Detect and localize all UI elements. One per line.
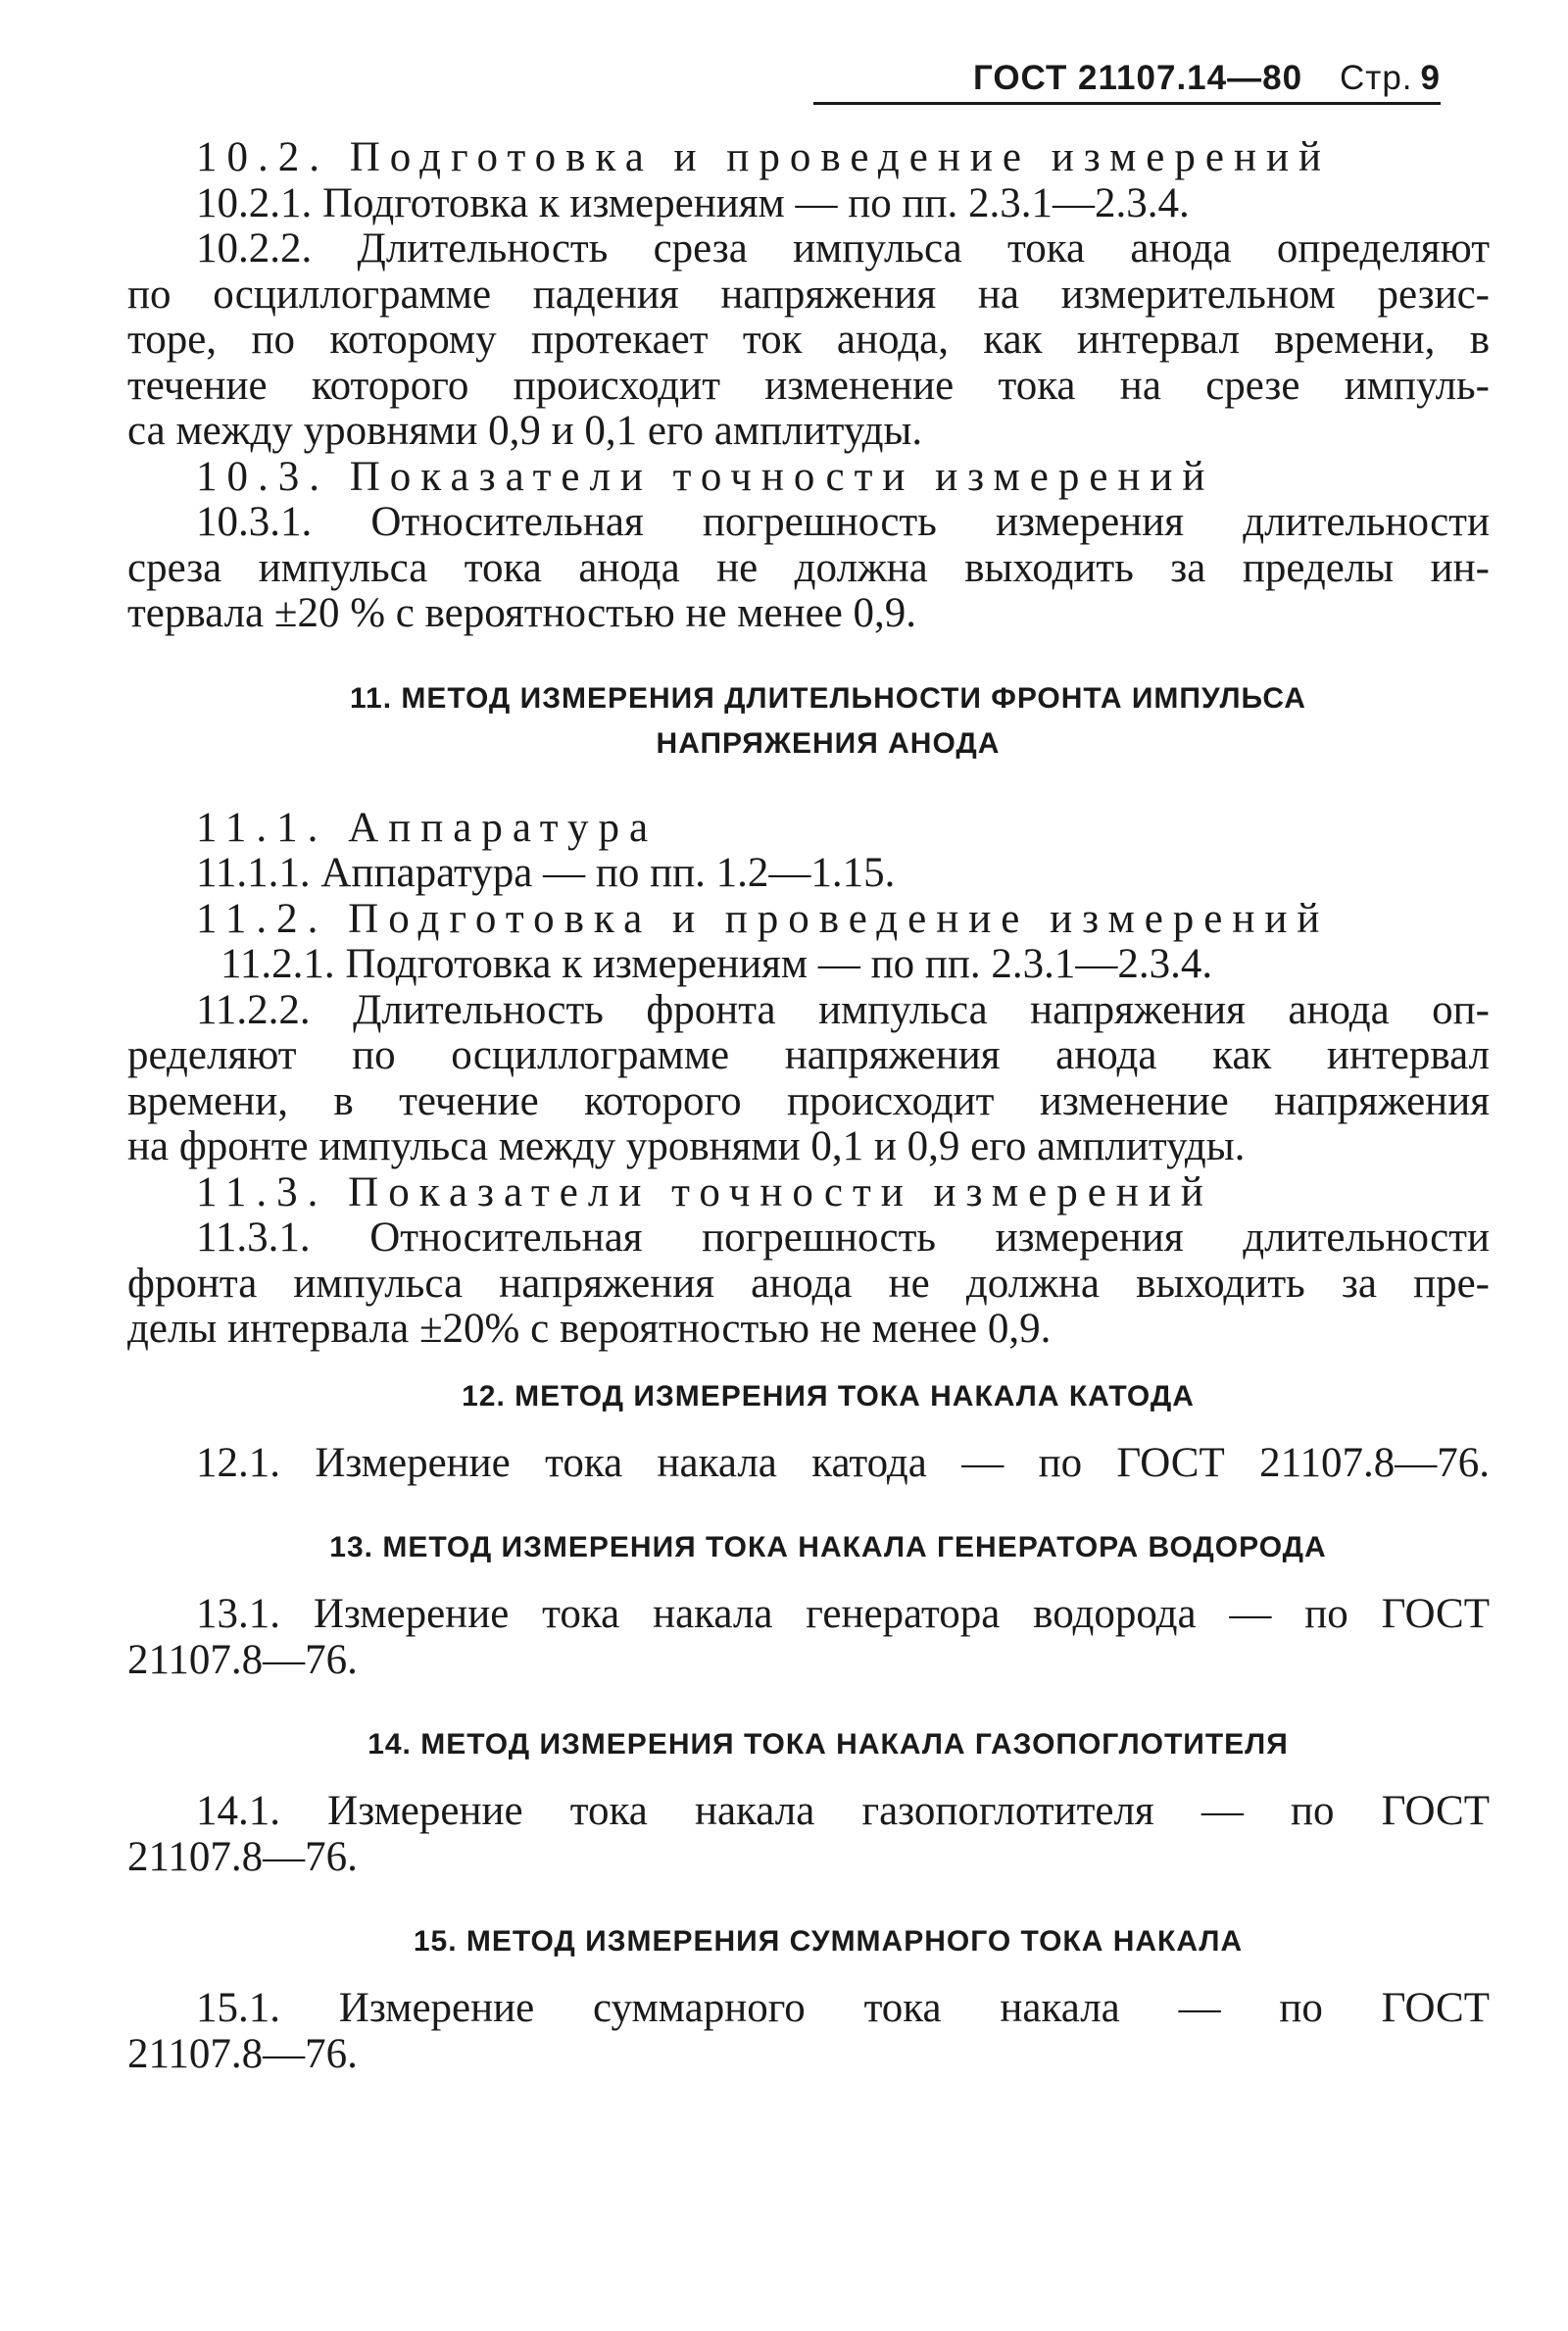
page-number: 9 xyxy=(1420,59,1441,97)
section-heading-15: 15. МЕТОД ИЗМЕРЕНИЯ СУММАРНОГО ТОКА НАКАЛА xyxy=(413,1925,1244,1958)
section-heading-14: 14. МЕТОД ИЗМЕРЕНИЯ ТОКА НАКАЛА ГАЗОПОГЛОТИТЕЛЯ xyxy=(368,1728,1289,1761)
running-header xyxy=(813,59,1441,105)
section-heading-12: 12. МЕТОД ИЗМЕРЕНИЯ ТОКА НАКАЛА КАТОДА xyxy=(462,1379,1195,1413)
paragraph-line: 11.2.2. Длительность фронта импульса напряжения анода оп- xyxy=(196,986,1490,1033)
paragraph-line: течение которого происходит изменение тока на срезе импуль- xyxy=(127,362,1490,409)
paragraph-line: 21107.8—76. xyxy=(127,1636,358,1683)
paragraph-line: 12.1. Измерение тока накала катода — по ГОСТ 21107.8—76. xyxy=(196,1439,1490,1486)
paragraph-line: 15.1. Измерение суммарного тока накала — по ГОСТ xyxy=(196,1985,1490,2031)
paragraph-line: 10.3.1. Относительная погрешность измерения длительности xyxy=(196,499,1490,545)
paragraph-line: на фронте импульса между уровнями 0,1 и 0,9 его амплитуды. xyxy=(127,1123,1246,1169)
subsection-title-10-2: 10.2. Подготовка и проведение измерений xyxy=(196,134,1332,180)
paragraph-line: фронта импульса напряжения анода не должна выходить за пре- xyxy=(127,1260,1490,1307)
paragraph-line: 11.1.1. Аппаратура — по пп. 1.2—1.15. xyxy=(196,850,896,896)
paragraph-line: 21107.8—76. xyxy=(127,1833,358,1880)
section-heading-11: 11. МЕТОД ИЗМЕРЕНИЯ ДЛИТЕЛЬНОСТИ ФРОНТА ИМПУЛЬСА xyxy=(350,681,1306,715)
paragraph-line: 13.1. Измерение тока накала генератора водорода — по ГОСТ xyxy=(196,1591,1490,1637)
standard-number: ГОСТ 21107.14—80 xyxy=(972,59,1303,97)
paragraph-line: времени, в течение которого происходит изменение напряжения xyxy=(127,1077,1490,1124)
paragraph-line: тервала ±20 % с вероятностью не менее 0,9. xyxy=(127,590,917,636)
paragraph-line: торе, по которому протекает ток анода, как интервал времени, в xyxy=(127,317,1490,363)
section-heading-11-cont: НАПРЯЖЕНИЯ АНОДА xyxy=(656,726,1001,760)
subsection-title-11-3: 11.3. Показатели точности измерений xyxy=(196,1168,1213,1215)
paragraph-line: 21107.8—76. xyxy=(127,2030,358,2077)
paragraph-line: 10.2.1. Подготовка к измерениям — по пп. 2.3.1—2.3.4. xyxy=(196,179,1190,226)
paragraph-line: 10.2.2. Длительность среза импульса тока анода определяют xyxy=(196,225,1490,272)
body-text xyxy=(127,135,1490,2077)
subsection-title-11-2: 11.2. Подготовка и проведение измерений xyxy=(196,895,1330,942)
section-heading-13: 13. МЕТОД ИЗМЕРЕНИЯ ТОКА НАКАЛА ГЕНЕРАТОРА ВОДОРОДА xyxy=(329,1531,1327,1563)
subsection-title-10-3: 10.3. Показатели точности измерений xyxy=(196,453,1215,500)
subsection-title-11-1: 11.1. Аппаратура xyxy=(196,804,659,851)
paragraph-line: 11.2.1. Подготовка к измерениям — по пп. 2.3.1—2.3.4. xyxy=(220,941,1213,987)
paragraph-line: делы интервала ±20% с вероятностью не менее 0,9. xyxy=(127,1306,1052,1352)
paragraph-line: 14.1. Измерение тока накала газопоглотителя — по ГОСТ xyxy=(196,1788,1490,1834)
page-label: Стр. xyxy=(1340,59,1413,97)
paragraph-line: 11.3.1. Относительная погрешность измерения длительности xyxy=(196,1215,1490,1261)
paragraph-line: ределяют по осциллограмме напряжения анода как интервал xyxy=(127,1032,1490,1078)
paragraph-line: среза импульса тока анода не должна выходить за пределы ин- xyxy=(127,544,1490,591)
paragraph-line: по осциллограмме падения напряжения на измерительном резис- xyxy=(127,271,1490,318)
paragraph-line: са между уровнями 0,9 и 0,1 его амплитуды. xyxy=(127,408,923,454)
